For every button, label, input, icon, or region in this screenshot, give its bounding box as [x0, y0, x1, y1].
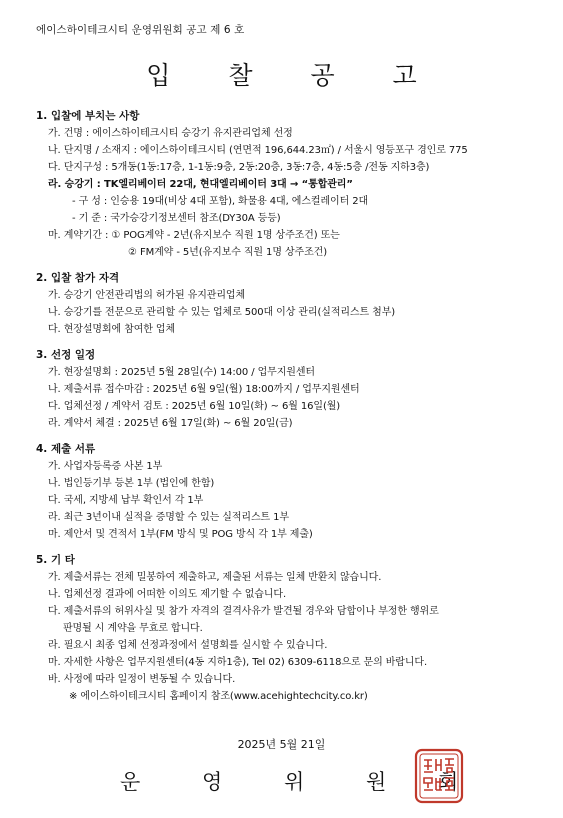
notice-body — [36, 108, 556, 714]
section-bid-items — [36, 108, 556, 261]
list-item: 다. 업체선정 / 계약서 검토 : 2025년 6월 10일(화) ~ 6월 16일(월) — [48, 401, 341, 412]
list-item: 라. 승강기 : TK엘리베이터 22대, 현대엘리베이터 3대 → “통합관리” — [48, 179, 353, 190]
section-documents — [36, 441, 556, 543]
notice-date: 2025년 5월 21일 — [237, 738, 326, 751]
section-eligibility — [36, 270, 556, 338]
list-item: 마. 제안서 및 견적서 1부(FM 방식 및 POG 방식 각 1부 제출) — [48, 529, 313, 540]
list-item: 가. 현장설명회 : 2025년 5월 28일(수) 14:00 / 업무지원센터 — [48, 367, 315, 378]
list-item: 가. 제출서류는 전체 밀봉하여 제출하고, 제출된 서류는 일체 반환치 않습니다. — [48, 572, 382, 583]
list-item: 가. 사업자등록증 사본 1부 — [48, 461, 163, 472]
issuer-char: 영 — [202, 770, 223, 794]
section-schedule — [36, 347, 556, 432]
official-seal-icon — [414, 748, 464, 804]
issuer-char: 운 — [120, 770, 141, 794]
list-item: 마. 계약기간 : ① POG계약 - 2년(유지보수 직원 1명 상주조건) 또는 — [48, 230, 340, 241]
list-item: ② FM계약 - 5년(유지보수 직원 1명 상주조건) — [128, 247, 327, 258]
list-item: 판명될 시 계약을 무효로 합니다. — [63, 623, 203, 634]
issuer-char: 회 — [438, 770, 459, 794]
list-item: 마. 자세한 사항은 업무지원센터(4동 지하1층), Tel 02) 6309-6118으로 문의 바랍니다. — [48, 657, 428, 668]
list-item: 나. 업체선정 결과에 어떠한 이의도 제기할 수 없습니다. — [48, 589, 287, 600]
list-item: 다. 제출서류의 허위사실 및 참가 자격의 결격사유가 발견될 경우와 담합이나 부정한 행위로 — [48, 606, 439, 617]
homepage-note: ※ 에이스하이테크시티 홈페이지 참조(www.acehightechcity.co.kr) — [69, 691, 368, 702]
list-item: 가. 건명 : 에이스하이테크시티 승강기 유지관리업체 선정 — [48, 128, 293, 139]
list-item: 나. 단지명 / 소재지 : 에이스하이테크시티 (연면적 196,644.23㎡) / 서울시 영등포구 경인로 775 — [48, 145, 468, 156]
section-title: 5. 기 타 — [36, 554, 75, 566]
section-title: 2. 입찰 참가 자격 — [36, 272, 120, 284]
issuer-name — [120, 766, 459, 796]
list-item: 나. 제출서류 접수마감 : 2025년 6월 9일(월) 18:00까지 / 업무지원센터 — [48, 384, 360, 395]
page-title: 입 찰 공 고 — [146, 61, 442, 90]
list-item: - 구 성 : 인승용 19대(비상 4대 포함), 화물용 4대, 에스컬레이터 2대 — [72, 196, 369, 207]
list-item: 바. 사정에 따라 일정이 변동될 수 있습니다. — [48, 674, 236, 685]
list-item: 라. 필요시 최종 업체 선정과정에서 설명회를 실시할 수 있습니다. — [48, 640, 328, 651]
list-item: - 기 준 : 국가승강기정보센터 참조(DY30A 등등) — [72, 213, 281, 224]
list-item: 가. 승강기 안전관리법의 허가된 유지관리업체 — [48, 290, 246, 301]
list-item: 다. 현장설명회에 참여한 업체 — [48, 324, 176, 335]
list-item: 나. 승강기를 전문으로 관리할 수 있는 업체로 500대 이상 관리(실적리스트 첨부) — [48, 307, 396, 318]
list-item: 라. 계약서 체결 : 2025년 6월 17일(화) ~ 6월 20일(금) — [48, 418, 293, 429]
issuer-char: 위 — [284, 770, 305, 794]
notice-header: 에이스하이테크시티 운영위원회 공고 제 6 호 — [36, 24, 245, 36]
list-item: 다. 국세, 지방세 납부 확인서 각 1부 — [48, 495, 204, 506]
list-item: 나. 법인등기부 등본 1부 (법인에 한함) — [48, 478, 215, 489]
section-title: 4. 제출 서류 — [36, 443, 96, 455]
section-etc — [36, 552, 556, 705]
list-item: 다. 단지구성 : 5개동(1동:17층, 1-1동:9층, 2동:20층, 3동:7층, 4동:5층 /전동 지하3층) — [48, 162, 430, 173]
list-item: 라. 최근 3년이내 실적을 증명할 수 있는 실적리스트 1부 — [48, 512, 289, 523]
issuer-char: 원 — [366, 770, 387, 794]
section-title: 1. 입찰에 부치는 사항 — [36, 110, 140, 122]
section-title: 3. 선정 일정 — [36, 349, 96, 361]
